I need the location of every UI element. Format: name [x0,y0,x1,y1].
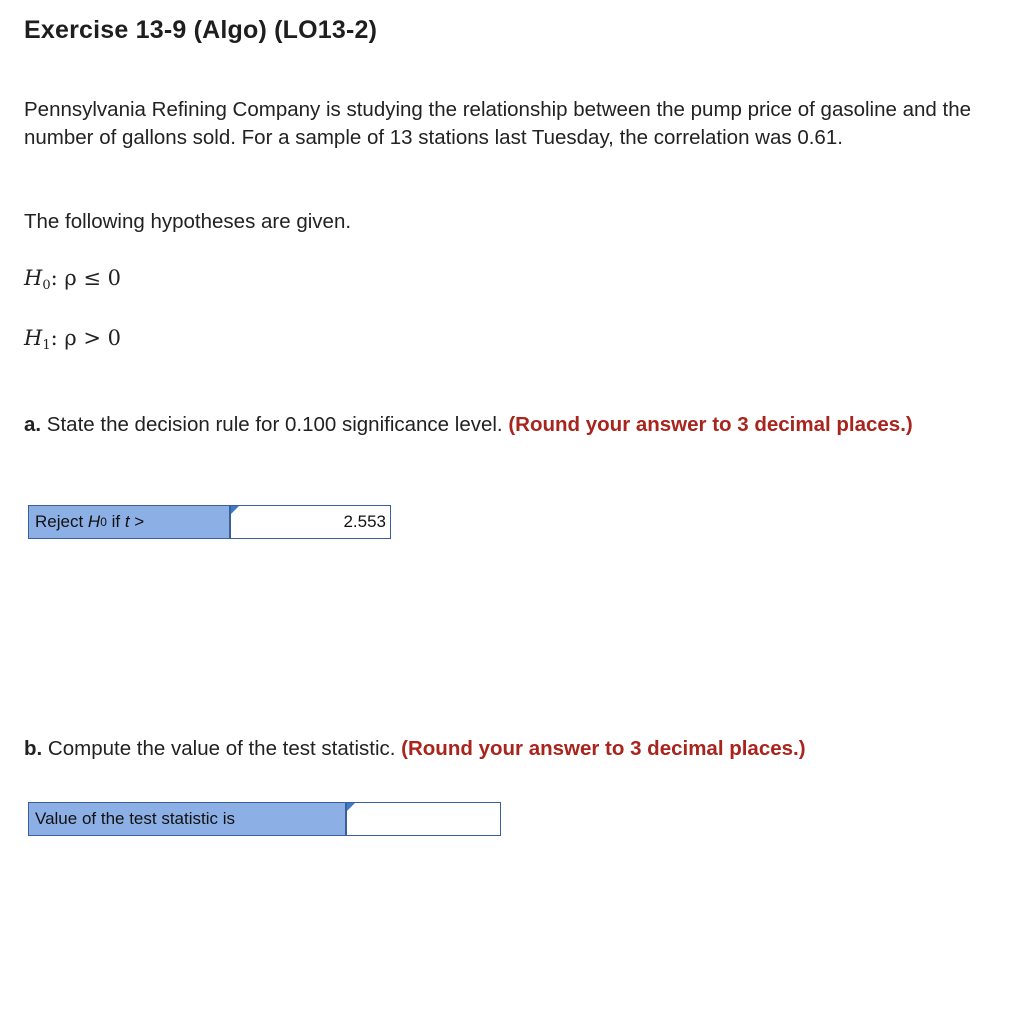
decision-rule-prefix: Reject [35,512,88,531]
part-a-instruction: (Round your answer to 3 decimal places.) [508,413,913,436]
part-b-instruction: (Round your answer to 3 decimal places.) [401,737,806,760]
alternative-hypothesis-symbol: H [24,326,43,350]
part-a-label: a. [24,413,42,436]
decision-rule-variable: t [124,512,130,531]
null-hypothesis-subscript: 0 [42,278,51,293]
problem-intro: Pennsylvania Refining Company is studying the relationship between the pump price of gasoline and the number of gallons sold. For a sample of 13 stations last Tuesday, the correlation was 0.61. [24,98,972,149]
page-title: Exercise 13-9 (Algo) (LO13-2) [24,16,378,44]
null-hypothesis [24,266,121,293]
part-b-label: b. [24,737,43,760]
part-a-answer-row [28,505,391,539]
part-b-answer-row [28,802,501,836]
answer-marker-icon [347,803,355,811]
decision-rule-symbol: H [87,512,101,531]
part-b-question [24,735,984,763]
test-statistic-label: Value of the test statistic is [29,803,347,835]
null-hypothesis-relation: : ρ ≤ 0 [50,266,122,290]
alternative-hypothesis-relation: : ρ > 0 [50,326,122,350]
critical-value-input[interactable] [231,506,390,538]
decision-rule-subscript: 0 [100,515,107,529]
null-hypothesis-symbol: H [24,266,43,290]
part-a-text: State the decision rule for 0.100 significance level. [41,413,509,436]
critical-value: 2.553 [343,512,386,531]
decision-rule-label [29,506,231,538]
part-a-question [24,411,984,439]
answer-marker-icon [231,506,239,514]
alternative-hypothesis [24,326,121,353]
decision-rule-mid: if [106,512,125,531]
decision-rule-suffix: > [129,512,145,531]
part-b-text: Compute the value of the test statistic. [42,737,402,760]
hypotheses-intro: The following hypotheses are given. [24,210,352,233]
test-statistic-input[interactable] [347,803,500,835]
alternative-hypothesis-subscript: 1 [42,338,51,353]
